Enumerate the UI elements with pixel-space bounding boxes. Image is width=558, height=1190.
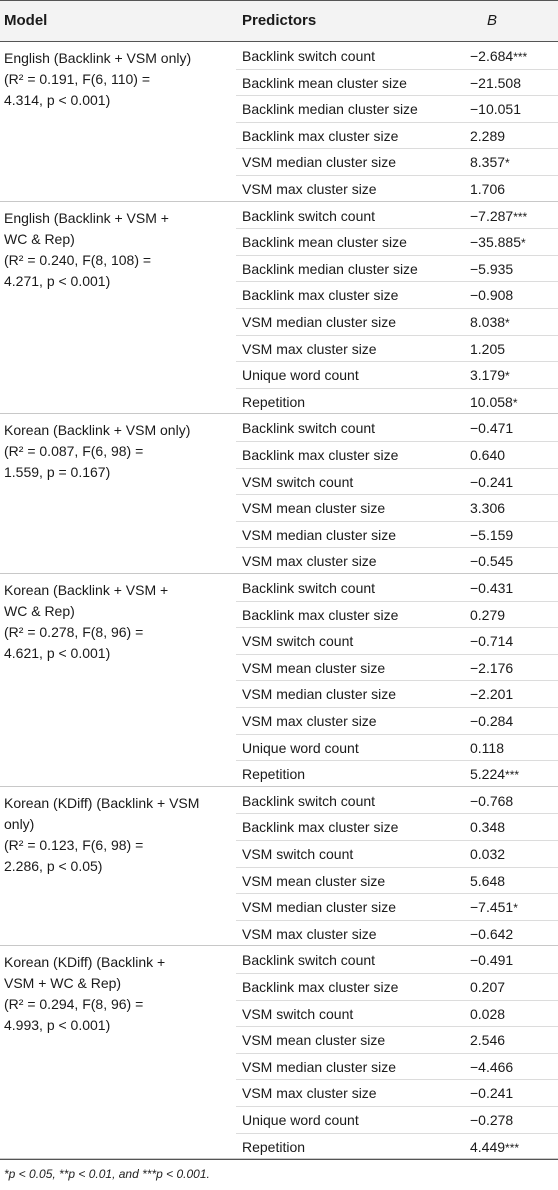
- b-value-cell: [470, 713, 513, 729]
- b-value-cell: [470, 341, 505, 357]
- model-line: Korean (Backlink + VSM only): [4, 422, 191, 439]
- row-divider: [236, 547, 558, 548]
- model-group: [0, 946, 558, 1159]
- b-value: −0.545: [470, 553, 514, 570]
- row-divider: [236, 680, 558, 681]
- model-line: WC & Rep): [4, 230, 75, 247]
- b-value: 0.028: [470, 1005, 506, 1022]
- b-value: −5.935: [470, 260, 514, 277]
- b-value-cell: [470, 766, 519, 782]
- model-line: (R² = 0.087, F(6, 98) =: [4, 443, 144, 460]
- row-divider: [236, 281, 558, 282]
- row-divider: [236, 760, 558, 761]
- b-value: 0.348: [470, 819, 506, 836]
- predictor-cell: VSM switch count: [242, 845, 354, 862]
- b-value: −0.278: [470, 1111, 514, 1128]
- b-value-cell: [470, 553, 513, 569]
- model-cell: [4, 952, 230, 1036]
- b-value: 1.205: [470, 340, 506, 357]
- predictor-cell: VSM max cluster size: [242, 925, 377, 942]
- b-value-cell: [470, 793, 513, 809]
- b-value-cell: [470, 500, 505, 516]
- row-divider: [236, 175, 558, 176]
- predictor-cell: Backlink switch count: [242, 792, 376, 809]
- predictor-cell: Backlink max cluster size: [242, 127, 399, 144]
- predictor-cell: Backlink max cluster size: [242, 287, 399, 304]
- b-value: 2.289: [470, 127, 506, 144]
- b-value-cell: [470, 128, 505, 144]
- b-value: 8.357: [470, 154, 506, 171]
- b-value: −5.159: [470, 526, 514, 543]
- significance-marker: *: [513, 901, 518, 916]
- row-divider: [236, 654, 558, 655]
- predictor-cell: Backlink switch count: [242, 580, 376, 596]
- model-line: English (Backlink + VSM only): [4, 50, 192, 66]
- b-value-cell: [470, 1085, 513, 1101]
- predictor-cell: VSM median cluster size: [242, 1058, 397, 1075]
- row-divider: [236, 840, 558, 841]
- predictor-cell: Backlink switch count: [242, 207, 376, 224]
- row-divider: [236, 627, 558, 628]
- predictor-cell: Backlink switch count: [242, 420, 376, 437]
- row-divider: [236, 1079, 558, 1080]
- b-value: −35.885: [470, 234, 521, 251]
- model-line: Korean (KDiff) (Backlink + VSM: [4, 794, 200, 811]
- model-line: 4.271, p < 0.001): [4, 272, 111, 289]
- b-value: −21.508: [470, 74, 521, 91]
- b-value-cell: [470, 819, 505, 835]
- row-divider: [236, 468, 558, 469]
- significance-marker: *: [505, 315, 510, 330]
- row-divider: [236, 920, 558, 921]
- model-line: (R² = 0.278, F(8, 96) =: [4, 624, 144, 640]
- b-value-cell: [470, 181, 505, 197]
- row-divider: [236, 973, 558, 974]
- model-line: Korean (KDiff) (Backlink +: [4, 954, 166, 971]
- b-value-cell: [470, 75, 521, 91]
- model-line: (R² = 0.123, F(6, 98) =: [4, 836, 144, 853]
- predictor-cell: Backlink max cluster size: [242, 606, 399, 623]
- model-line: VSM + WC & Rep): [4, 975, 122, 992]
- model-group: [0, 574, 558, 787]
- predictor-cell: VSM median cluster size: [242, 526, 397, 543]
- predictor-cell: VSM mean cluster size: [242, 872, 386, 889]
- row-divider: [236, 521, 558, 522]
- predictor-cell: VSM median cluster size: [242, 154, 397, 171]
- significance-marker: *: [521, 236, 526, 251]
- row-divider: [236, 1000, 558, 1001]
- model-group: [0, 42, 558, 202]
- b-value-cell: [470, 660, 513, 676]
- b-value: −0.241: [470, 1085, 514, 1102]
- b-value-cell: [470, 633, 513, 649]
- predictor-cell: Backlink max cluster size: [242, 978, 399, 995]
- header-model: Model: [4, 12, 48, 29]
- model-line: WC & Rep): [4, 603, 75, 619]
- significance-marker: ***: [505, 1140, 520, 1155]
- b-value: 8.038: [470, 313, 506, 330]
- b-value-cell: [470, 48, 527, 64]
- b-value-cell: [470, 394, 518, 410]
- row-divider: [236, 441, 558, 442]
- b-value: −7.451: [470, 899, 514, 916]
- b-value: 0.279: [470, 606, 506, 623]
- predictor-cell: Repetition: [242, 393, 306, 410]
- table-top-rule: [0, 0, 558, 1]
- b-value: 3.179: [470, 367, 506, 384]
- b-value-cell: [470, 1032, 505, 1048]
- b-value: −0.431: [470, 580, 514, 596]
- model-line: English (Backlink + VSM +: [4, 209, 169, 226]
- b-value: −2.201: [470, 686, 514, 703]
- significance-marker: ***: [513, 209, 528, 224]
- model-cell: [4, 793, 230, 877]
- b-value: 0.032: [470, 845, 506, 862]
- row-divider: [236, 1106, 558, 1107]
- predictor-cell: Unique word count: [242, 367, 359, 384]
- b-value: 4.449: [470, 1138, 506, 1155]
- row-divider: [236, 494, 558, 495]
- b-value-cell: [470, 447, 505, 463]
- predictor-cell: Unique word count: [242, 1111, 359, 1128]
- predictor-cell: VSM mean cluster size: [242, 1032, 386, 1049]
- b-value: 1.706: [470, 181, 506, 197]
- b-value: −0.908: [470, 287, 514, 304]
- predictor-cell: VSM max cluster size: [242, 1085, 377, 1102]
- b-value-cell: [470, 1112, 513, 1128]
- b-value-cell: [470, 979, 505, 995]
- b-value-cell: [470, 101, 521, 117]
- predictor-cell: VSM mean cluster size: [242, 659, 386, 676]
- b-value: 3.306: [470, 500, 506, 517]
- row-divider: [236, 95, 558, 96]
- significance-marker: *: [505, 369, 510, 384]
- predictor-cell: Backlink switch count: [242, 952, 376, 969]
- b-value-cell: [470, 607, 505, 623]
- b-value: −4.466: [470, 1058, 514, 1075]
- b-value: −0.491: [470, 952, 514, 969]
- b-value-cell: [470, 314, 510, 330]
- table-bottom-rule: [0, 1159, 558, 1160]
- model-line: 4.621, p < 0.001): [4, 645, 111, 661]
- row-divider: [236, 148, 558, 149]
- row-divider: [236, 1053, 558, 1054]
- significance-marker: *: [505, 156, 510, 171]
- predictor-cell: VSM switch count: [242, 633, 354, 650]
- row-divider: [236, 308, 558, 309]
- model-cell: [4, 48, 230, 111]
- b-value-cell: [470, 367, 510, 383]
- b-value: 0.118: [470, 739, 504, 756]
- predictor-cell: Backlink mean cluster size: [242, 234, 407, 251]
- b-value-cell: [470, 287, 513, 303]
- b-value: −2.684: [470, 48, 514, 64]
- b-value-cell: [470, 154, 510, 170]
- row-divider: [236, 361, 558, 362]
- predictor-cell: Backlink mean cluster size: [242, 74, 407, 91]
- model-line: 4.314, p < 0.001): [4, 92, 111, 108]
- header-b: B: [487, 12, 498, 29]
- table-footnote: *p < 0.05, **p < 0.01, and ***p < 0.001.: [4, 1167, 210, 1182]
- predictor-cell: VSM switch count: [242, 473, 354, 490]
- b-value-cell: [470, 686, 513, 702]
- row-divider: [236, 893, 558, 894]
- significance-marker: ***: [513, 50, 528, 64]
- model-cell: [4, 580, 230, 664]
- b-value: 0.207: [470, 978, 506, 995]
- b-value: −0.241: [470, 473, 514, 490]
- b-value-cell: [470, 952, 513, 968]
- predictor-cell: Backlink median cluster size: [242, 101, 418, 118]
- predictor-cell: Backlink median cluster size: [242, 260, 418, 277]
- predictor-cell: Unique word count: [242, 739, 359, 756]
- model-line: 2.286, p < 0.05): [4, 857, 103, 874]
- b-value: 5.648: [470, 872, 506, 889]
- b-value-cell: [470, 527, 513, 543]
- b-value-cell: [470, 899, 518, 915]
- b-value-cell: [470, 1006, 505, 1022]
- b-value: 0.640: [470, 446, 506, 463]
- header-predictors: Predictors: [242, 12, 317, 29]
- b-value-cell: [470, 474, 513, 490]
- row-divider: [236, 228, 558, 229]
- predictor-cell: VSM median cluster size: [242, 313, 397, 330]
- row-divider: [236, 867, 558, 868]
- b-value: −0.642: [470, 925, 514, 942]
- model-line: (R² = 0.294, F(8, 96) =: [4, 996, 144, 1013]
- model-cell: [4, 208, 230, 292]
- b-value: −7.287: [470, 207, 514, 224]
- row-divider: [236, 335, 558, 336]
- b-value-cell: [470, 926, 513, 942]
- b-value-cell: [470, 234, 526, 250]
- b-value: −0.284: [470, 713, 514, 729]
- row-divider: [236, 122, 558, 123]
- predictor-cell: Backlink max cluster size: [242, 446, 399, 463]
- b-value: 2.546: [470, 1032, 506, 1049]
- row-divider: [236, 1026, 558, 1027]
- model-line: (R² = 0.191, F(6, 110) =: [4, 71, 151, 87]
- row-divider: [236, 707, 558, 708]
- row-divider: [236, 734, 558, 735]
- model-cell: [4, 420, 230, 483]
- table-header: [0, 0, 558, 42]
- b-value-cell: [470, 846, 505, 862]
- b-value: −2.176: [470, 659, 514, 676]
- significance-marker: ***: [505, 768, 520, 783]
- predictor-cell: VSM max cluster size: [242, 553, 377, 570]
- predictor-cell: VSM max cluster size: [242, 181, 377, 197]
- predictor-cell: Repetition: [242, 766, 306, 783]
- b-value: 5.224: [470, 766, 506, 783]
- b-value-cell: [470, 208, 527, 224]
- row-divider: [236, 1133, 558, 1134]
- model-group: [0, 414, 558, 574]
- predictor-cell: VSM mean cluster size: [242, 500, 386, 517]
- predictor-cell: Backlink switch count: [242, 48, 376, 64]
- model-group: [0, 202, 558, 415]
- b-value-cell: [470, 873, 505, 889]
- b-value-cell: [470, 420, 513, 436]
- row-divider: [236, 813, 558, 814]
- b-value-cell: [470, 1059, 513, 1075]
- row-divider: [236, 69, 558, 70]
- predictor-cell: Backlink max cluster size: [242, 819, 399, 836]
- predictor-cell: Repetition: [242, 1138, 306, 1155]
- predictor-cell: VSM median cluster size: [242, 899, 397, 916]
- b-value-cell: [470, 1139, 519, 1155]
- predictor-cell: VSM max cluster size: [242, 713, 377, 729]
- row-divider: [236, 255, 558, 256]
- predictor-cell: VSM switch count: [242, 1005, 354, 1022]
- b-value: −0.768: [470, 792, 514, 809]
- predictor-cell: VSM median cluster size: [242, 686, 397, 703]
- row-divider: [236, 601, 558, 602]
- b-value: −0.471: [470, 420, 514, 437]
- b-value-cell: [470, 261, 513, 277]
- b-value: −10.051: [470, 101, 521, 118]
- predictor-cell: VSM max cluster size: [242, 340, 377, 357]
- model-line: 1.559, p = 0.167): [4, 464, 111, 481]
- model-group: [0, 787, 558, 947]
- model-line: (R² = 0.240, F(8, 108) =: [4, 251, 152, 268]
- model-line: only): [4, 815, 35, 832]
- b-value-cell: [470, 740, 504, 756]
- b-value-cell: [470, 580, 513, 596]
- b-value: −0.714: [470, 633, 514, 650]
- model-line: Korean (Backlink + VSM +: [4, 582, 169, 598]
- b-value: 10.058: [470, 393, 513, 410]
- model-line: 4.993, p < 0.001): [4, 1017, 111, 1034]
- significance-marker: *: [512, 395, 518, 410]
- row-divider: [236, 388, 558, 389]
